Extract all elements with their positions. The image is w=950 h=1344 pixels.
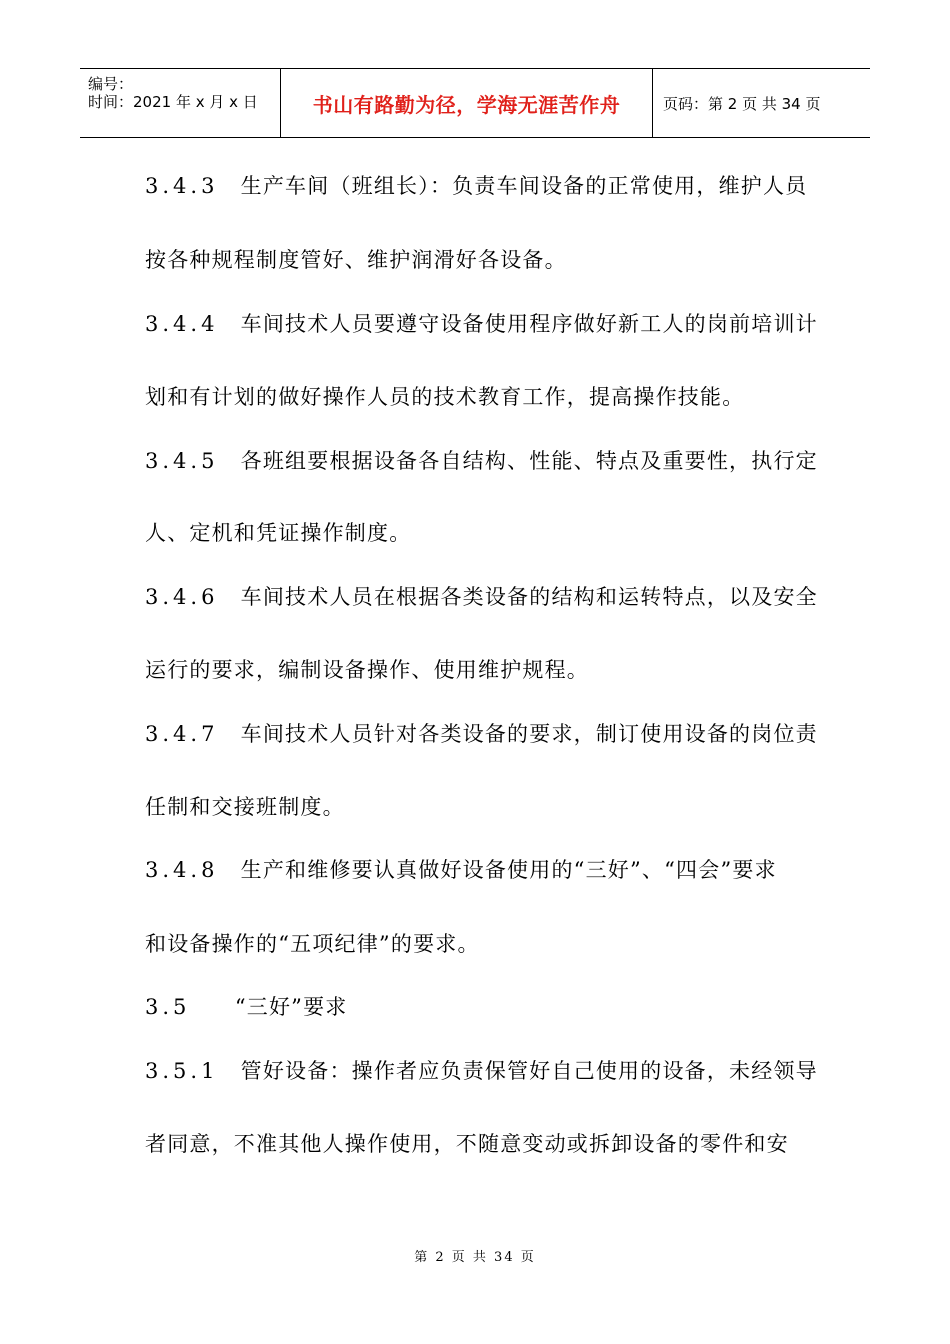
page-header (80, 68, 870, 138)
text-line (145, 855, 807, 885)
header-info-cell (80, 69, 281, 137)
line-text: 车间技术人员针对各类设备的要求，制订使用设备的岗位责 (240, 722, 818, 746)
text-line (145, 929, 807, 959)
text-line (145, 446, 818, 476)
clause-number: 3.4.5 (145, 449, 219, 473)
header-page-cell (653, 69, 870, 137)
text-line (145, 792, 807, 822)
text-line (145, 655, 807, 685)
text-line (145, 582, 818, 612)
line-text: 各班组要根据设备各自结构、性能、特点及重要性，执行定 (240, 449, 818, 473)
line-text: 生产和维修要认真做好设备使用的“三好”、“四会”要求 (240, 858, 777, 882)
line-text: 车间技术人员在根据各类设备的结构和运转特点，以及安全 (240, 585, 818, 609)
text-line (145, 245, 807, 275)
header-motto: 书山有路勤为径，学海无涯苦作舟 (312, 92, 621, 117)
line-text: 运行的要求，编制设备操作、使用维护规程。 (145, 658, 589, 682)
line-text: 生产车间（班组长）：负责车间设备的正常使用，维护人员 (240, 174, 808, 198)
text-line (145, 382, 807, 412)
text-line (145, 992, 807, 1022)
clause-number: 3.4.4 (145, 312, 219, 336)
document-number-label: 编号： (88, 75, 134, 93)
line-text: 划和有计划的做好操作人员的技术教育工作，提高操作技能。 (145, 385, 745, 409)
text-line (145, 719, 818, 749)
header-motto-cell (281, 69, 653, 137)
page-footer: 第 2 页 共 34 页 (414, 1250, 536, 1265)
clause-number: 3.4.3 (145, 174, 219, 198)
clause-number: 3.4.8 (145, 858, 219, 882)
clause-number: 3.5.1 (145, 1059, 219, 1083)
line-text: 管好设备：操作者应负责保管好自己使用的设备，未经领导 (240, 1059, 818, 1083)
header-page-number: 页码：第 2 页 共 34 页 (663, 94, 821, 113)
clause-number: 3.4.7 (145, 722, 219, 746)
line-text: 者同意，不准其他人操作使用，不随意变动或拆卸设备的零件和安 (145, 1132, 789, 1156)
clause-number: 3.4.6 (145, 585, 219, 609)
line-text: 人、定机和凭证操作制度。 (145, 521, 412, 545)
text-line (145, 171, 807, 201)
clause-number: 3.5 (145, 995, 191, 1019)
line-text: 车间技术人员要遵守设备使用程序做好新工人的岗前培训计 (240, 312, 818, 336)
line-text: 任制和交接班制度。 (145, 795, 345, 819)
text-line (145, 1129, 807, 1159)
text-line (145, 309, 818, 339)
line-text: 按各种规程制度管好、维护润滑好各设备。 (145, 248, 567, 272)
line-text: 和设备操作的“五项纪律”的要求。 (145, 932, 480, 956)
line-text: “三好”要求 (234, 995, 348, 1019)
text-line (145, 1056, 818, 1086)
text-line (145, 518, 807, 548)
document-date-label: 时间：2021 年 x 月 x 日 (88, 93, 258, 111)
